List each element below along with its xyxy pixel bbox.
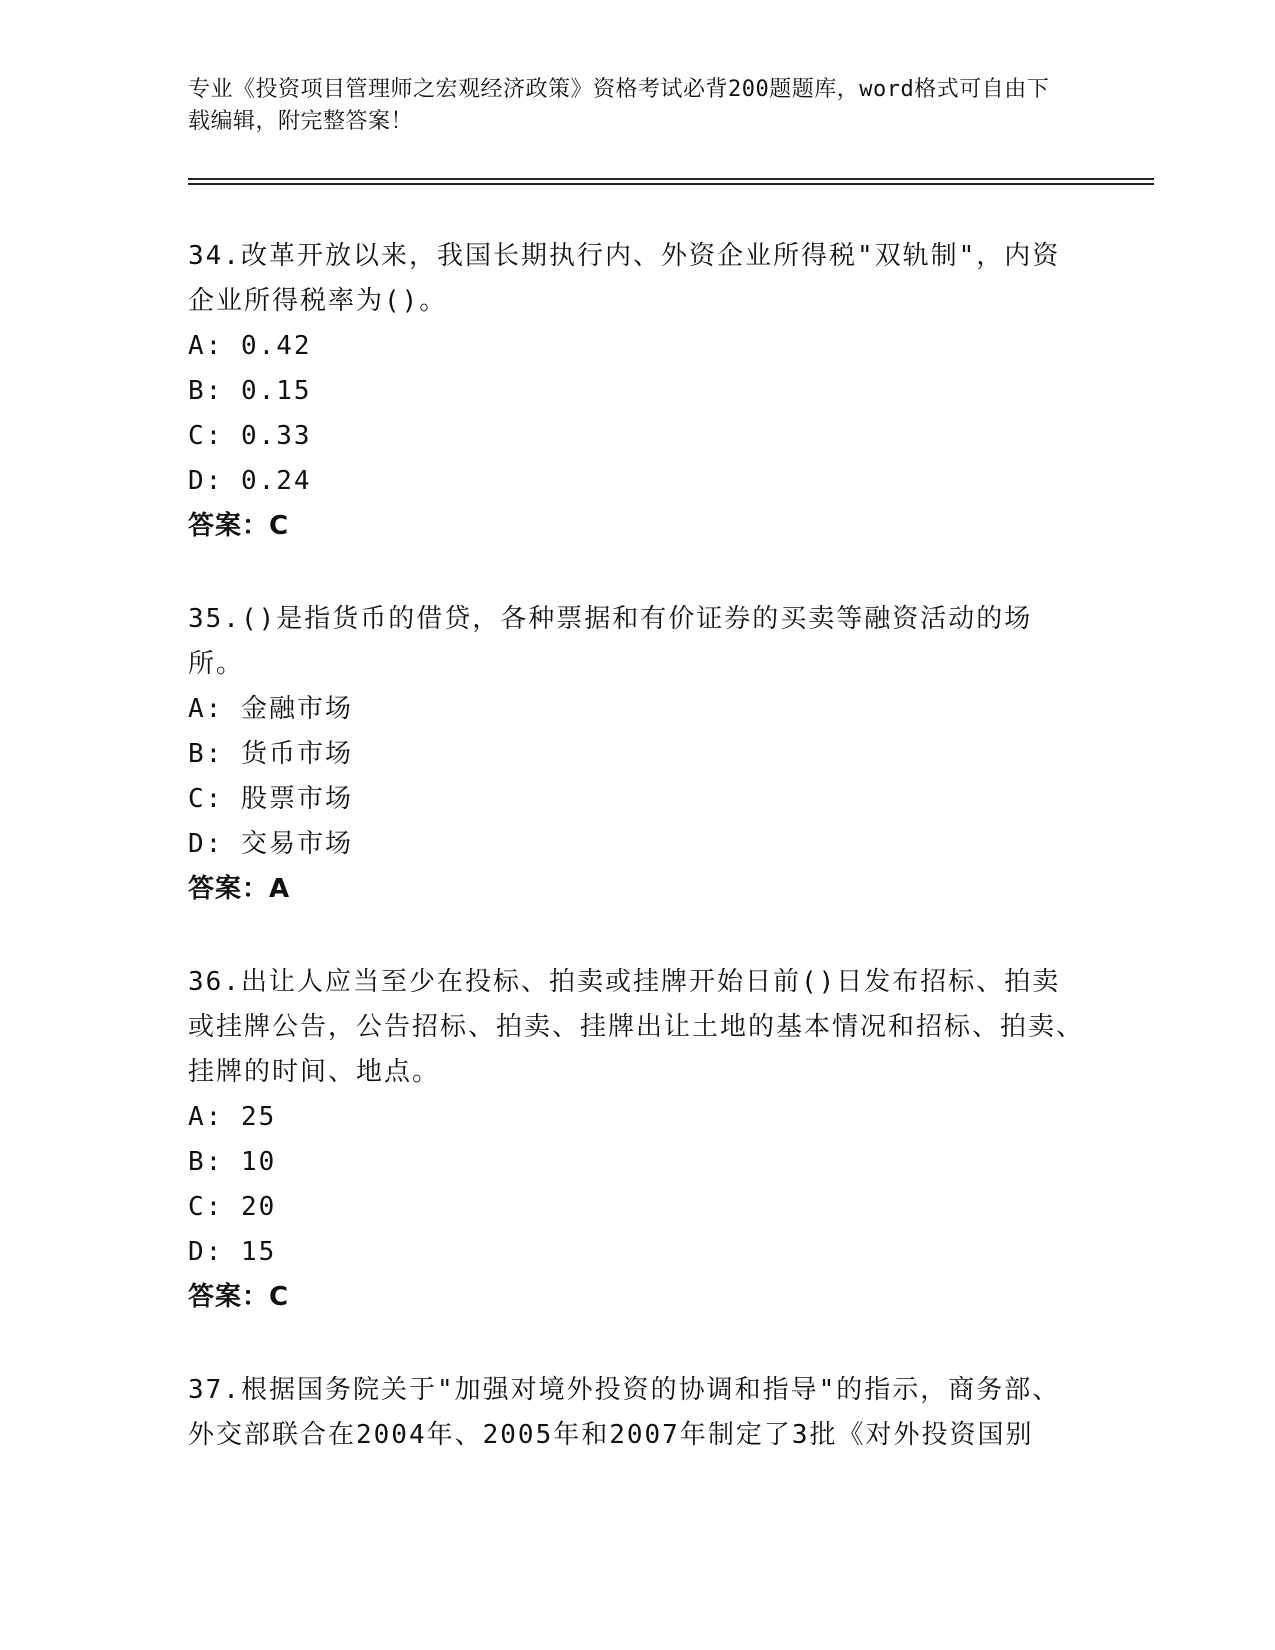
option-b: B: 10 [188, 1147, 277, 1177]
header-rule-top [188, 178, 1154, 180]
question-stem: 34.改革开放以来，我国长期执行内、外资企业所得税"双轨制"，内资企业所得税率为()。 [188, 241, 1061, 316]
option-c: C: 0.33 [188, 421, 312, 451]
answer: 答案：A [188, 874, 291, 904]
option-b: B: 0.15 [188, 376, 312, 406]
question-34 [188, 234, 1088, 549]
question-stem: 37.根据国务院关于"加强对境外投资的协调和指导"的指示，商务部、外交部联合在2004年、2005年和2007年制定了3批《对外投资国别 [188, 1375, 1061, 1450]
option-d: D: 0.24 [188, 466, 312, 496]
document-header: 专业《投资项目管理师之宏观经济政策》资格考试必背200题题库，word格式可自由下载编辑，附完整答案！ [188, 77, 1050, 134]
question-35 [188, 597, 1088, 912]
option-b: B: 货币市场 [188, 739, 353, 769]
option-c: C: 20 [188, 1192, 277, 1222]
answer: 答案：C [188, 1282, 290, 1312]
option-c: C: 股票市场 [188, 784, 353, 814]
question-stem: 35.()是指货币的借贷，各种票据和有价证券的买卖等融资活动的场所。 [188, 604, 1033, 679]
option-d: D: 交易市场 [188, 829, 353, 859]
question-stem: 36.出让人应当至少在投标、拍卖或挂牌开始日前()日发布招标、拍卖或挂牌公告，公告招标、拍卖、挂牌出让土地的基本情况和招标、拍卖、挂牌的时间、地点。 [188, 967, 1085, 1087]
answer: 答案：C [188, 511, 290, 541]
option-a: A: 金融市场 [188, 694, 353, 724]
option-a: A: 25 [188, 1102, 277, 1132]
option-a: A: 0.42 [188, 331, 312, 361]
header-rule-bottom [188, 183, 1154, 185]
question-36 [188, 960, 1088, 1320]
option-d: D: 15 [188, 1237, 277, 1267]
question-37 [188, 1368, 1088, 1458]
